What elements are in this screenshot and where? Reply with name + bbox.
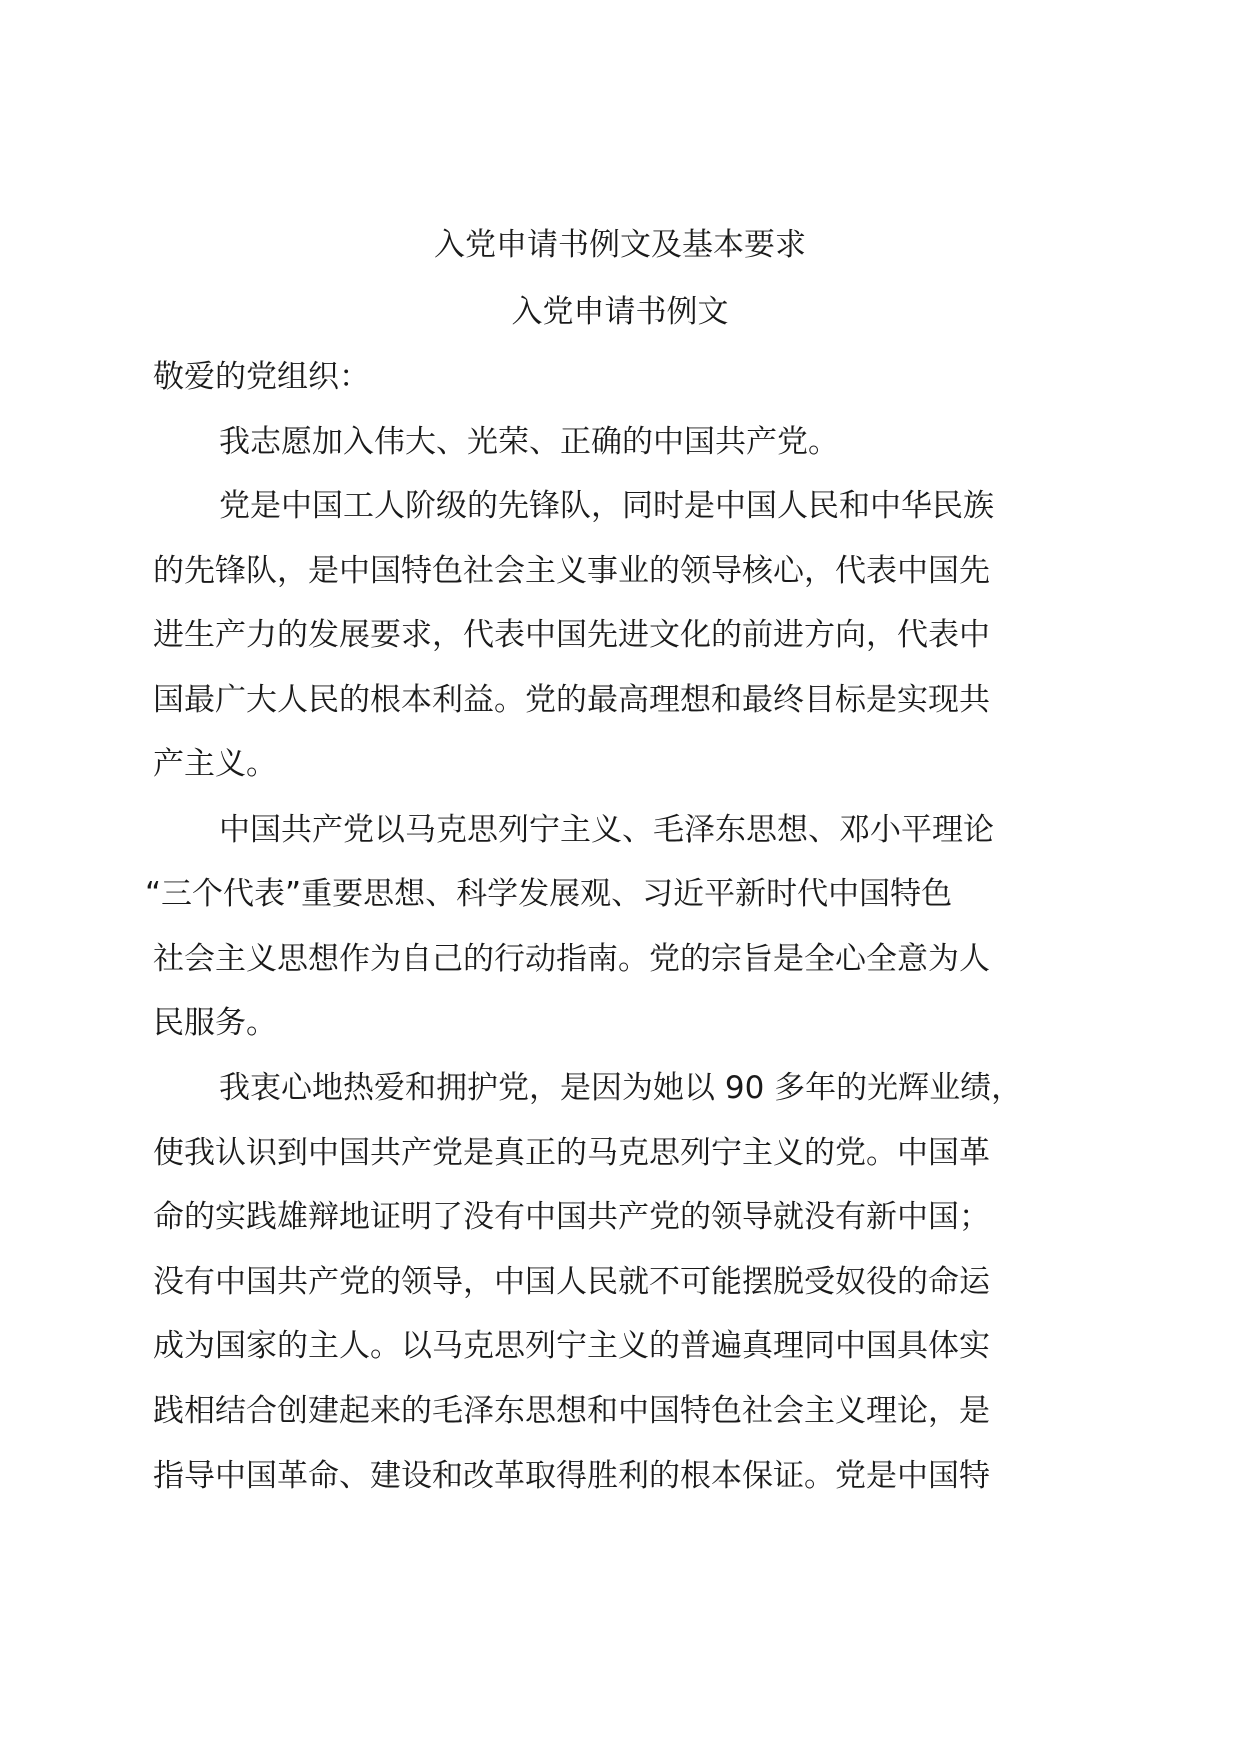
body-line: 命的实践雄辩地证明了没有中国共产党的领导就没有新中国； bbox=[153, 1199, 990, 1235]
document-subtitle: 入党申请书例文 bbox=[511, 294, 729, 330]
body-line: 践相结合创建起来的毛泽东思想和中国特色社会主义理论，是 bbox=[153, 1393, 990, 1429]
body-line: 中国共产党以马克思列宁主义、毛泽东思想、邓小平理论 bbox=[219, 812, 994, 848]
body-line: 国最广大人民的根本利益。党的最高理想和最终目标是实现共 bbox=[153, 682, 990, 718]
body-line: 的先锋队，是中国特色社会主义事业的领导核心，代表中国先 bbox=[153, 553, 990, 589]
body-line: 我志愿加入伟大、光荣、正确的中国共产党。 bbox=[219, 424, 839, 460]
body-line: 进生产力的发展要求，代表中国先进文化的前进方向，代表中 bbox=[153, 617, 990, 653]
body-line: 我衷心地热爱和拥护党，是因为她以 90 多年的光辉业绩， bbox=[219, 1070, 1023, 1106]
document-title: 入党申请书例文及基本要求 bbox=[434, 227, 806, 263]
body-line: 没有中国共产党的领导，中国人民就不可能摆脱受奴役的命运 bbox=[153, 1264, 990, 1300]
body-line: 使我认识到中国共产党是真正的马克思列宁主义的党。中国革 bbox=[153, 1135, 990, 1171]
body-line: 党是中国工人阶级的先锋队，同时是中国人民和中华民族 bbox=[219, 488, 994, 524]
body-line: 产主义。 bbox=[153, 746, 277, 782]
body-line: 指导中国革命、建设和改革取得胜利的根本保证。党是中国特 bbox=[153, 1458, 990, 1494]
salutation: 敬爱的党组织： bbox=[153, 359, 370, 395]
body-line: 成为国家的主人。以马克思列宁主义的普遍真理同中国具体实 bbox=[153, 1328, 990, 1364]
body-line: “三个代表”重要思想、科学发展观、习近平新时代中国特色 bbox=[145, 876, 953, 912]
body-line: 民服务。 bbox=[153, 1005, 277, 1041]
body-line: 社会主义思想作为自己的行动指南。党的宗旨是全心全意为人 bbox=[153, 941, 990, 977]
